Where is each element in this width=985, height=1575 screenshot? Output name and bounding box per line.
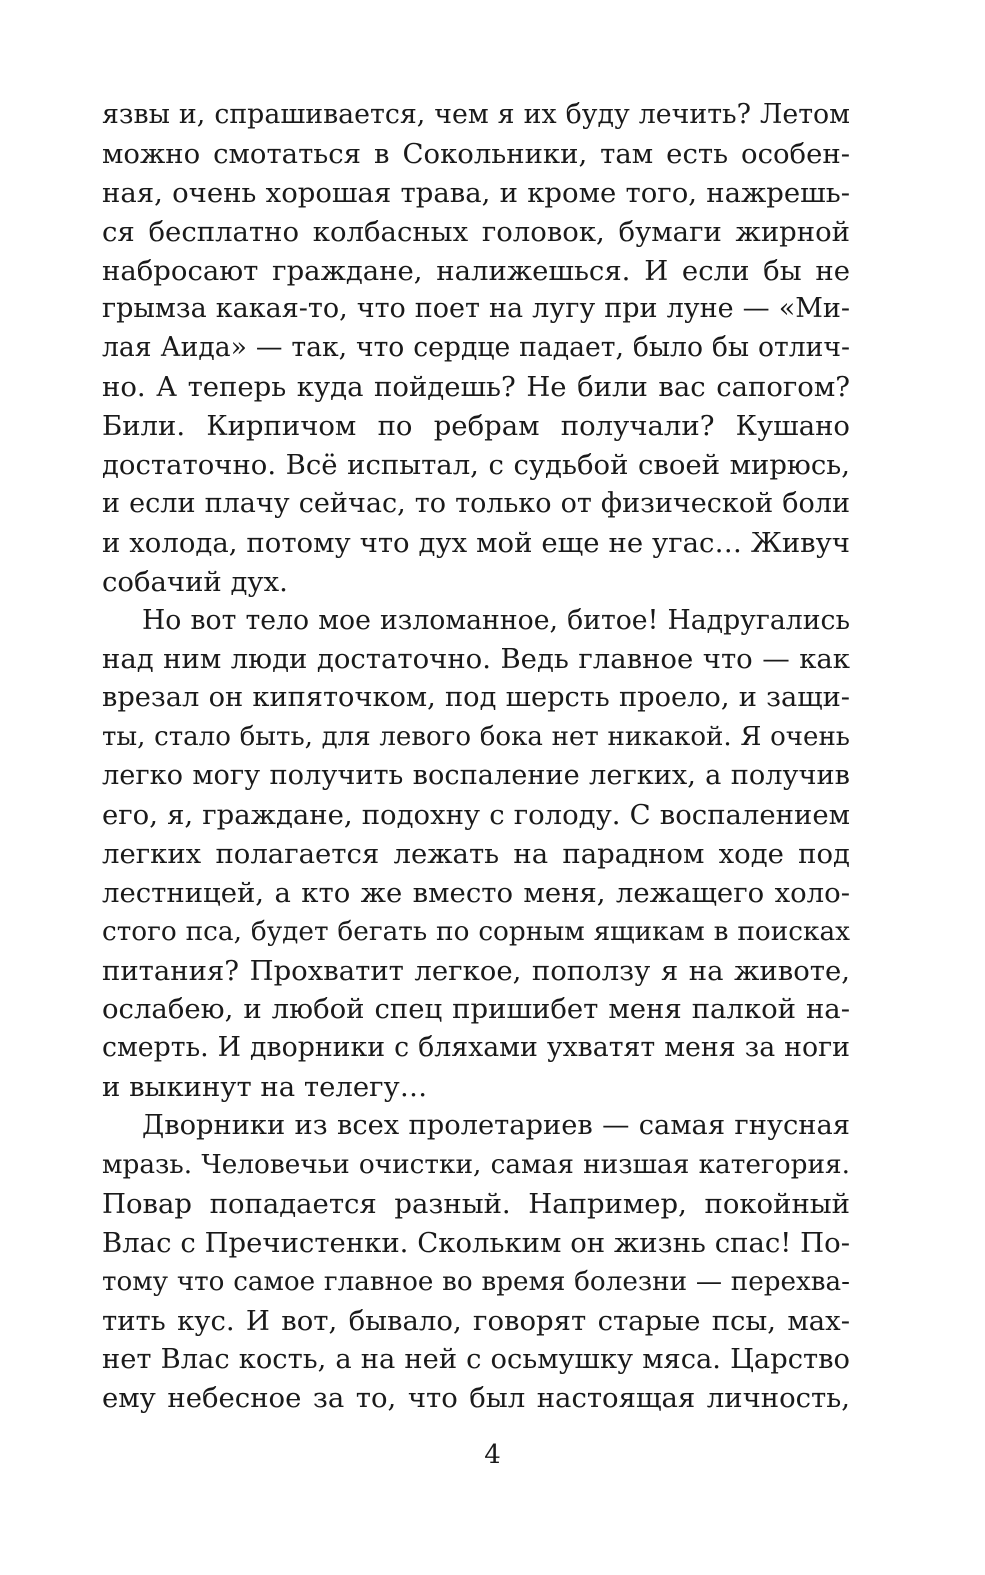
text-line: ная, очень хорошая трава, и кроме того, нажрешь-	[102, 176, 850, 209]
text-line: ся бесплатно колбасных головок, бумаги жирной	[102, 215, 850, 248]
text-line: лестницей, а кто же вместо меня, лежащего холо-	[102, 876, 850, 909]
page-number: 4	[484, 1440, 501, 1470]
text-line: врезал он кипяточком, под шерсть проело, и защи-	[102, 682, 850, 714]
paragraph-start-line: Дворники из всех пролетариев — самая гнусная	[142, 1110, 850, 1142]
text-line: грымза какая-то, что поет на лугу при луне — «Ми-	[102, 293, 850, 325]
text-line: стого пса, будет бегать по сорным ящикам в поисках	[102, 916, 850, 947]
text-line: Повар попадается разный. Например, покойный	[102, 1187, 850, 1220]
text-line: тому что самое главное во время болезни — перехва-	[102, 1266, 850, 1297]
text-line: тить кус. И вот, бывало, говорят старые псы, мах-	[102, 1304, 850, 1337]
text-line: но. А теперь куда пойдешь? Не били вас сапогом?	[102, 371, 850, 404]
text-line: его, я, граждане, подохну с голоду. С воспалением	[102, 799, 850, 832]
text-line: язвы и, спрашивается, чем я их буду лечить? Летом	[102, 99, 850, 130]
text-line: и если плачу сейчас, то только от физической боли	[102, 487, 850, 519]
text-line: питания? Прохватит легкое, поползу я на животе,	[102, 954, 850, 987]
paragraph-start-line: Но вот тело мое изломанное, битое! Надругались	[142, 604, 850, 636]
text-line: можно смотаться в Сокольники, там есть особен-	[102, 137, 850, 170]
text-line: легких полагается лежать на парадном ходе под	[102, 837, 850, 870]
text-line: нет Влас кость, а на ней с осьмушку мяса. Царство	[102, 1343, 850, 1375]
text-line: Влас с Пречистенки. Скольким он жизнь спас! По-	[102, 1226, 850, 1259]
text-line: над ним люди достаточно. Ведь главное что — как	[102, 643, 850, 676]
text-line: набросают граждане, налижешься. И если бы не	[102, 254, 850, 287]
text-line: легко могу получить воспаление легких, а получив	[102, 760, 850, 792]
text-line: ему небесное за то, что был настоящая личность,	[102, 1382, 850, 1415]
text-line: ослабею, и любой спец пришибет меня палкой на-	[102, 993, 850, 1026]
text-line: достаточно. Всё испытал, с судьбой своей мирюсь,	[102, 449, 850, 482]
text-line: Били. Кирпичом по ребрам получали? Кушано	[102, 410, 850, 443]
text-line: и холода, потому что дух мой еще не угас… Живуч	[102, 526, 850, 559]
text-line: ты, стало быть, для левого бока нет никакой. Я очень	[102, 722, 850, 753]
body-text	[102, 96, 850, 1418]
text-line: и выкинут на телегу…	[102, 1071, 428, 1104]
text-line: собачий дух.	[102, 565, 288, 598]
text-line: лая Аида» — так, что сердце падает, было бы отлич-	[102, 332, 850, 364]
text-line: мразь. Человечьи очистки, самая низшая категория.	[102, 1150, 850, 1181]
text-line: смерть. И дворники с бляхами ухватят меня за ноги	[102, 1032, 850, 1064]
